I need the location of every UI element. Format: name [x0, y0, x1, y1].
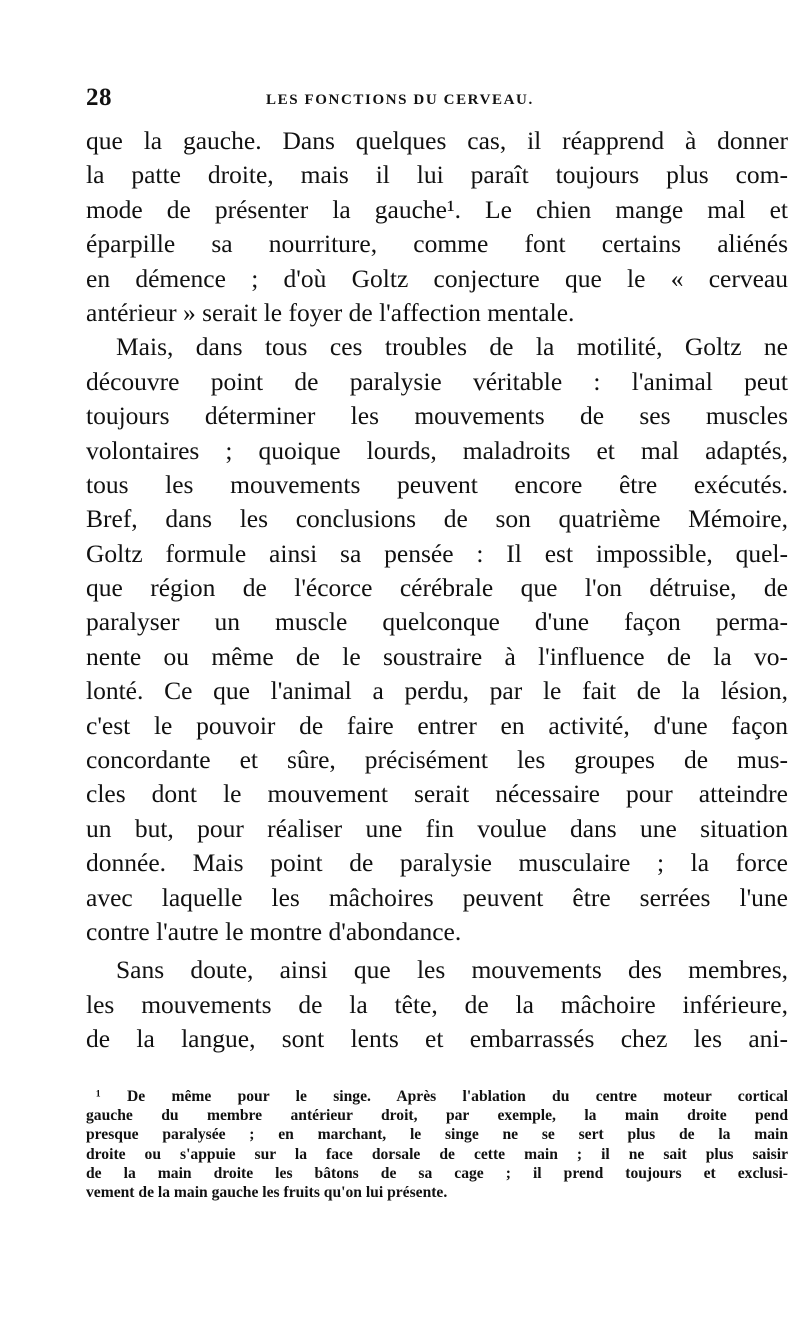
text-line: concordante et sûre, précisément les groupes de mus- [86, 745, 788, 775]
running-head [86, 84, 786, 114]
text-line: volontaires ; quoique lourds, maladroits et mal adaptés, [86, 435, 788, 465]
text-line: toujours déterminer les mouvements de ses muscles [86, 401, 788, 431]
footnote [86, 1087, 788, 1202]
text-line: la patte droite, mais il lui paraît toujours plus com- [86, 160, 788, 190]
footnote-line: gauche du membre antérieur droit, par exemple, la main droite pend [86, 1107, 788, 1125]
text-line: découvre point de paralysie véritable : l'animal peut [86, 366, 788, 396]
text-line: paralyser un muscle quelconque d'une façon perma- [86, 607, 788, 637]
page-number: 28 [86, 84, 112, 111]
text-line: nente ou même de le soustraire à l'influence de la vo- [86, 641, 788, 671]
text-line: antérieur » serait le foyer de l'affection mentale. [86, 297, 575, 327]
text-line: contre l'autre le montre d'abondance. [86, 916, 462, 946]
text-line: Goltz formule ainsi sa pensée : Il est impossible, quel- [86, 538, 788, 568]
running-title: LES FONCTIONS DU CERVEAU. [266, 92, 534, 108]
text-line: que région de l'écorce cérébrale que l'on détruise, de [86, 573, 788, 603]
footnote-line: de la main droite les bâtons de sa cage ; il prend toujours et exclusi- [86, 1164, 788, 1182]
text-line: avec laquelle les mâchoires peuvent être serrées l'une [86, 882, 788, 912]
text-line: Sans doute, ainsi que les mouvements des membres, [116, 955, 788, 985]
text-line: c'est le pouvoir de faire entrer en activité, d'une façon [86, 710, 788, 740]
text-line: Mais, dans tous ces troubles de la motilité, Goltz ne [116, 332, 788, 362]
text-line: cles dont le mouvement serait nécessaire pour atteindre [86, 779, 788, 809]
text-line: un but, pour réaliser une fin voulue dans une situation [86, 813, 788, 843]
text-line: lonté. Ce que l'animal a perdu, par le fait de la lésion, [86, 676, 788, 706]
text-line: que la gauche. Dans quelques cas, il réapprend à donner [86, 126, 788, 155]
text-line: donnée. Mais point de paralysie musculaire ; la force [86, 848, 788, 878]
footnote-line: droite ou s'appuie sur la face dorsale de cette main ; il ne sait plus saisir [86, 1145, 788, 1163]
text-line: mode de présenter la gauche¹. Le chien mange mal et [86, 194, 788, 224]
footnote-line: ¹ De même pour le singe. Après l'ablation du centre moteur cortical [96, 1088, 788, 1105]
body-text [86, 124, 788, 1057]
footnote-line: vement de la main gauche les fruits qu'on lui présente. [86, 1183, 448, 1201]
text-line: tous les mouvements peuvent encore être exécutés. [86, 469, 788, 499]
text-line: de la langue, sont lents et embarrassés chez les ani- [86, 1024, 788, 1054]
text-line: éparpille sa nourriture, comme font certains aliénés [86, 229, 788, 259]
footnote-line: presque paralysée ; en marchant, le singe ne se sert plus de la main [86, 1126, 788, 1144]
text-line: Bref, dans les conclusions de son quatrième Mémoire, [86, 504, 788, 534]
text-line: en démence ; d'où Goltz conjecture que le « cerveau [86, 263, 788, 293]
text-line: les mouvements de la tête, de la mâchoire inférieure, [86, 989, 788, 1019]
